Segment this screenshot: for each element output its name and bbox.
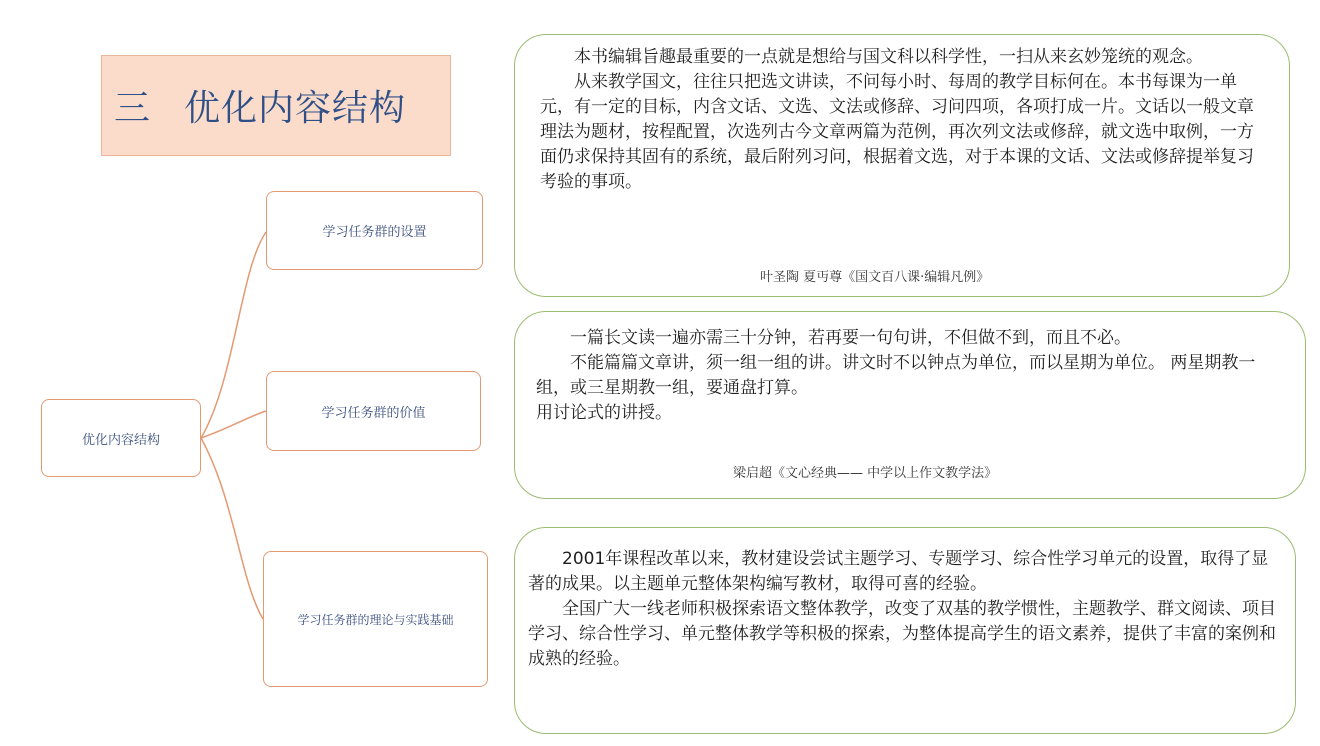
branch-node-value bbox=[266, 371, 481, 451]
section-number: 三 bbox=[114, 88, 151, 129]
card-3-paragraph-2: 全国广大一线老师积极探索语文整体教学，改变了双基的教学惯性，主题教学、群文阅读、项目学习、综合性学习、单元整体教学等积极的探索，为整体提高学生的语文素养，提供了丰富的案例和成熟的经验。 bbox=[528, 599, 1276, 669]
section-title: 优化内容结构 bbox=[184, 88, 407, 129]
quote-card-1 bbox=[514, 34, 1290, 297]
card-2-paragraph-3: 用讨论式的讲授。 bbox=[536, 403, 672, 423]
card-2-citation: 梁启超《文心经典—— 中学以上作文教学法》 bbox=[733, 466, 998, 481]
branch-node-label: 学习任务群的价值 bbox=[321, 405, 426, 421]
branch-node-setup bbox=[266, 191, 483, 270]
card-1-paragraph-2: 从来教学国文，往往只把选文讲读，不问每小时、每周的教学目标何在。本书每课为一单元，有一定的目标，内含文话、文选、文法或修辞、习问四项，各项打成一片。文话以一般文章理法为题材，按程配置，次选列古今文章两篇为范例，再次列文法或修辞，就文选中取例，一方面仍求保持其固有的系统，最后附列习问，根据着文选，对于本课的文话、文法或修辞提举复习考验的事项。 bbox=[540, 72, 1254, 192]
card-1-paragraph-1: 本书编辑旨趣最重要的一点就是想给与国文科以科学性，一扫从来玄妙笼统的观念。 bbox=[574, 47, 1203, 67]
quote-card-2 bbox=[514, 311, 1306, 499]
root-node-label: 优化内容结构 bbox=[81, 432, 160, 448]
connector-line-1 bbox=[201, 232, 266, 438]
card-2-paragraph-1: 一篇长文读一遍亦需三十分钟，若再要一句句讲，不但做不到，而且不必。 bbox=[570, 328, 1131, 348]
branch-node-label: 学习任务群的设置 bbox=[322, 225, 427, 240]
branch-node-foundation bbox=[263, 551, 488, 687]
connector-line-3 bbox=[201, 438, 263, 619]
card-1-citation: 叶圣陶 夏丏尊《国文百八课·编辑凡例》 bbox=[760, 270, 990, 285]
card-2-paragraph-2: 不能篇篇文章讲，须一组一组的讲。讲文时不以钟点为单位，而以星期为单位。 两星期教一组，或三星期教一组，要通盘打算。 bbox=[536, 353, 1256, 398]
quote-card-3 bbox=[514, 527, 1296, 734]
root-node bbox=[41, 399, 201, 477]
card-3-paragraph-1: 2001年课程改革以来，教材建设尝试主题学习、专题学习、综合性学习单元的设置，取得了显著的成果。以主题单元整体架构编写教材，取得可喜的经验。 bbox=[528, 549, 1269, 594]
branch-node-label: 学习任务群的理论与实践基础 bbox=[297, 612, 454, 627]
connector-line-2 bbox=[201, 411, 266, 438]
